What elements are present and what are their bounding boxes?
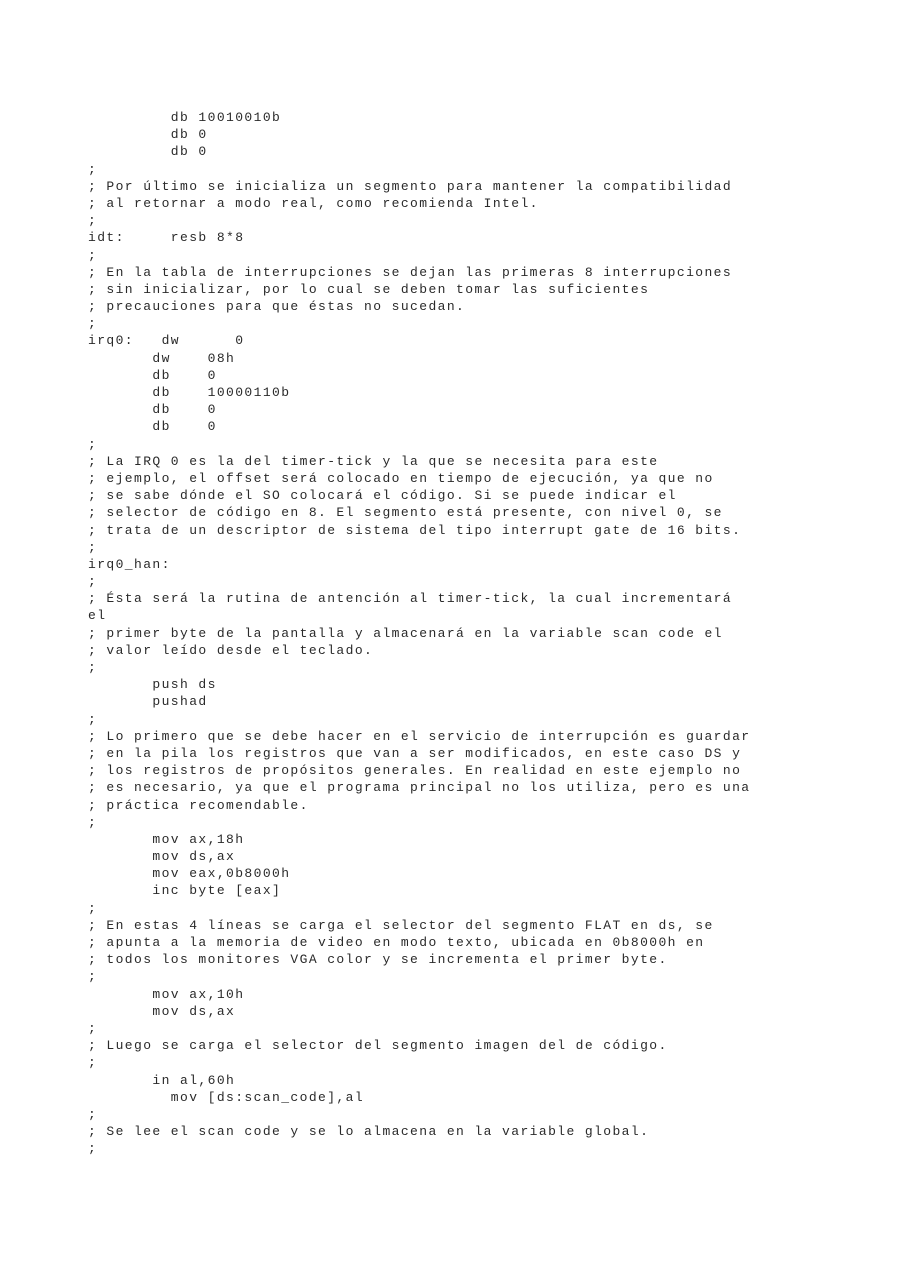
- comment-line: ; es necesario, ya que el programa principal no los utiliza, pero es una: [88, 780, 751, 796]
- comment-line: ;: [88, 1106, 98, 1122]
- comment-line: ;: [88, 711, 98, 727]
- comment-line: ; los registros de propósitos generales. En realidad en este ejemplo no: [88, 763, 742, 779]
- comment-line: ; Lo primero que se debe hacer en el servicio de interrupción es guardar: [88, 728, 751, 744]
- comment-line: ; al retornar a modo real, como recomienda Intel.: [88, 195, 539, 211]
- comment-line: ;: [88, 814, 98, 830]
- code-line: db 0: [88, 367, 217, 383]
- code-line: db 0: [88, 402, 217, 418]
- comment-line: ;: [88, 1141, 98, 1157]
- code-line: el: [88, 608, 107, 624]
- comment-line: ;: [88, 161, 98, 177]
- label-line: irq0: dw 0: [88, 333, 245, 349]
- comment-line: ;: [88, 574, 98, 590]
- label-line: idt: resb 8*8: [88, 230, 245, 246]
- comment-line: ; precauciones para que éstas no sucedan.: [88, 299, 466, 315]
- code-listing: [88, 109, 751, 1157]
- code-line: mov ax,18h: [88, 831, 245, 847]
- comment-line: ; Se lee el scan code y se lo almacena en la variable global.: [88, 1124, 650, 1140]
- comment-line: ;: [88, 900, 98, 916]
- comment-line: ; trata de un descriptor de sistema del tipo interrupt gate de 16 bits.: [88, 522, 742, 538]
- code-line: mov ds,ax: [88, 1003, 236, 1019]
- comment-line: ; primer byte de la pantalla y almacenará en la variable scan code el: [88, 625, 723, 641]
- comment-line: ; se sabe dónde el SO colocará el código. Si se puede indicar el: [88, 488, 677, 504]
- comment-line: ; práctica recomendable.: [88, 797, 309, 813]
- code-line: db 0: [88, 419, 217, 435]
- code-line: push ds: [88, 677, 217, 693]
- comment-line: ;: [88, 969, 98, 985]
- code-line: db 10000110b: [88, 385, 291, 400]
- comment-line: ; apunta a la memoria de video en modo texto, ubicada en 0b8000h en: [88, 935, 705, 950]
- comment-line: ;: [88, 247, 98, 263]
- code-line: inc byte [eax]: [88, 883, 282, 899]
- code-line: mov ax,10h: [88, 986, 245, 1002]
- comment-line: ; Ésta será la rutina de antención al timer-tick, la cual incrementará: [88, 591, 733, 607]
- comment-line: ; Luego se carga el selector del segmento imagen del de código.: [88, 1038, 668, 1054]
- comment-line: ;: [88, 316, 98, 332]
- label-line: irq0_han:: [88, 556, 171, 572]
- code-line: dw 08h: [88, 350, 236, 366]
- comment-line: ; Por último se inicializa un segmento para mantener la compatibilidad: [88, 178, 733, 194]
- code-line: pushad: [88, 694, 208, 710]
- code-line: db 10010010b: [88, 110, 282, 125]
- comment-line: ; en la pila los registros que van a ser modificados, en este caso DS y: [88, 745, 742, 761]
- comment-line: ;: [88, 213, 98, 229]
- comment-line: ; selector de código en 8. El segmento está presente, con nivel 0, se: [88, 505, 723, 521]
- comment-line: ; La IRQ 0 es la del timer-tick y la que se necesita para este: [88, 453, 659, 469]
- code-line: in al,60h: [88, 1072, 236, 1088]
- comment-line: ;: [88, 1055, 98, 1071]
- comment-line: ;: [88, 539, 98, 555]
- comment-line: ;: [88, 436, 98, 452]
- code-line: mov [ds:scan_code],al: [88, 1089, 365, 1105]
- comment-line: ;: [88, 660, 98, 675]
- comment-line: ; ejemplo, el offset será colocado en tiempo de ejecución, ya que no: [88, 470, 714, 486]
- comment-line: ; sin inicializar, por lo cual se deben tomar las suficientes: [88, 281, 650, 297]
- comment-line: ; En la tabla de interrupciones se dejan las primeras 8 interrupciones: [88, 264, 733, 280]
- code-line: mov eax,0b8000h: [88, 866, 291, 882]
- code-line: db 0: [88, 144, 208, 160]
- code-line: mov ds,ax: [88, 849, 236, 865]
- code-line: db 0: [88, 127, 208, 143]
- comment-line: ; todos los monitores VGA color y se incrementa el primer byte.: [88, 952, 668, 968]
- comment-line: ; En estas 4 líneas se carga el selector del segmento FLAT en ds, se: [88, 917, 714, 933]
- comment-line: ;: [88, 1020, 98, 1036]
- comment-line: ; valor leído desde el teclado.: [88, 642, 374, 658]
